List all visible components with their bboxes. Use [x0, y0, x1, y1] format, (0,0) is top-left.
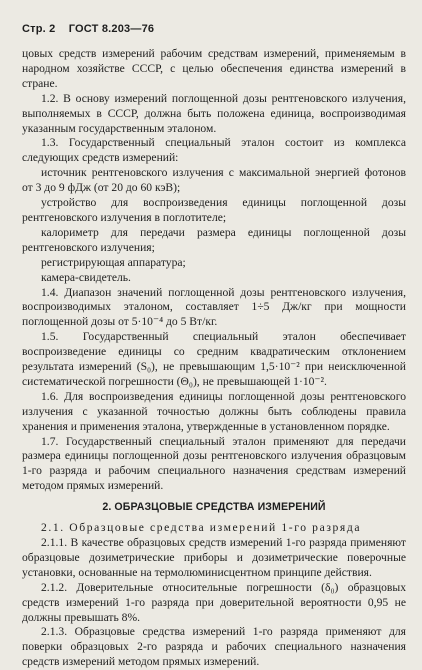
paragraph-2-1-1: 2.1.1. В качестве образцовых средств измерений 1-го разряда применяют образцовые дозиметрические приборы и дозиметрические поверочные установки, основанные на термолюминисцентном принципе действия.	[22, 536, 406, 579]
list-item-chamber: камера-свидетель.	[41, 270, 131, 284]
paragraph-2-1-3: 2.1.3. Образцовые средства измерений 1-го разряда применяют для поверки образцовых 2-го разряда и рабочих специального назначения средств измерений методом прямых измерений.	[22, 625, 406, 669]
list-item-source: источник рентгеновского излучения с максимальной энергией фотонов от 3 до 9 фДж (от 20 до 60 кэВ);	[22, 166, 406, 195]
paragraph-continuation: цовых средств измерений рабочим средствам измерений, применяемым в народном хозяйстве СССР, с целью обеспечения единства измерений в стране.	[22, 47, 406, 90]
paragraph-1-4: 1.4. Диапазон значений поглощенной дозы рентгеновского излучения, воспроизводимых эталоном, составляет 1÷5 Дж/кг при мощности поглощенной дозы от 5·10⁻⁴ до 5 Вт/кг.	[22, 285, 406, 329]
document-body	[22, 47, 406, 670]
list-item-device: устройство для воспроизведения единицы поглощенной дозы рентгеновского излучения в поглотителе;	[22, 196, 406, 224]
paragraph-1-6: 1.6. Для воспроизведения единицы поглощенной дозы рентгеновского излучения с указанной точностью должны быть соблюдены правила хранения и применения эталона, утвержденные в установленном порядке.	[22, 389, 406, 433]
paragraph-1-7: 1.7. Государственный специальный эталон применяют для передачи размера единицы поглощенной дозы рентгеновского излучения образцовым 1-го разряда и рабочим специального назначения средствам измерений методом прямых измерений.	[22, 434, 406, 493]
paragraph-2-1: 2.1. Образцовые средства измерений 1-го разряда	[41, 521, 362, 535]
paragraph-2-1-2: 2.1.2. Доверительные относительные погрешности (δ₀) образцовых средств измерений 1-го разряда при доверительной вероятности 0,95 не должны превышать 8%.	[22, 580, 406, 624]
page-number: Стр. 2	[22, 23, 56, 35]
paragraph-1-3: 1.3. Государственный специальный эталон состоит из комплекса следующих средств измерений:	[22, 136, 406, 165]
page-header	[22, 23, 154, 35]
list-item-calorimeter: калориметр для передачи размера единицы поглощенной дозы рентгеновского излучения;	[22, 225, 406, 254]
standard-code: ГОСТ 8.203—76	[68, 23, 155, 35]
paragraph-1-2: 1.2. В основу измерений поглощенной дозы рентгеновского излучения, выполняемых в СССР, должна быть положена единица, воспроизводимая указанным государственным эталоном.	[22, 91, 406, 135]
paragraph-1-5: 1.5. Государственный специальный эталон обеспечивает воспроизведение единицы со средним квадратическим отклонением результата измерений (S₀), не превышающим 1,5·10⁻² при неисключенной систематической погрешности (Θ₀), не превышающей 1·10⁻².	[22, 330, 406, 388]
list-item-apparatus: регистрирующая аппаратура;	[41, 255, 186, 269]
section-title: 2. ОБРАЗЦОВЫЕ СРЕДСТВА ИЗМЕРЕНИЙ	[102, 501, 326, 514]
